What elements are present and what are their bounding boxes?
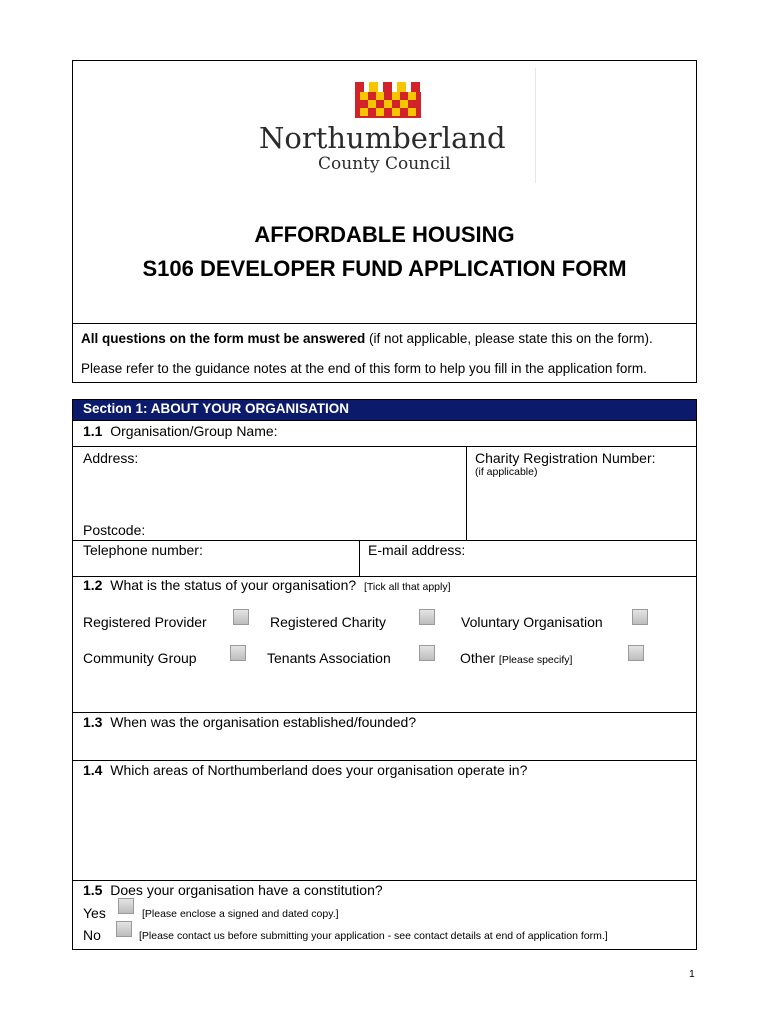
q1-5-number: 1.5 — [83, 882, 103, 898]
q1-5-label: Does your organisation have a constitution? — [110, 882, 383, 898]
community-group-checkbox[interactable] — [230, 645, 246, 661]
intro-rest: (if not applicable, please state this on the form). — [365, 331, 653, 346]
section1-box — [72, 399, 697, 950]
q1-1 — [83, 423, 278, 439]
option-registered-charity-label: Registered Charity — [270, 614, 386, 630]
q1-4-number: 1.4 — [83, 762, 103, 778]
constitution-no-checkbox[interactable] — [116, 921, 132, 937]
divider — [72, 446, 697, 447]
option-other-note: [Please specify] — [498, 654, 573, 666]
divider — [72, 420, 697, 421]
option-registered-provider-label: Registered Provider — [83, 614, 207, 630]
page-number: 1 — [689, 968, 695, 980]
divider — [72, 540, 697, 541]
logo-divider — [535, 68, 536, 183]
q1-5-no-label: No — [83, 927, 101, 943]
registered-charity-checkbox[interactable] — [419, 609, 435, 625]
q1-5-yes-note: [Please enclose a signed and dated copy.] — [142, 908, 339, 920]
q1-4-label: Which areas of Northumberland does your organisation operate in? — [110, 762, 528, 778]
q1-1-number: 1.1 — [83, 423, 103, 439]
divider — [72, 760, 697, 761]
q1-5-no-note: [Please contact us before submitting your application - see contact details at end of application form.] — [139, 930, 608, 942]
postcode-label: Postcode: — [83, 522, 146, 538]
q1-2-note: [Tick all that apply] — [363, 581, 451, 593]
registered-provider-checkbox[interactable] — [233, 609, 249, 625]
option-other-label: Other — [460, 650, 496, 666]
charity-reg-label: Charity Registration Number: — [475, 450, 656, 466]
q1-1-label: Organisation/Group Name: — [110, 423, 278, 439]
divider — [72, 712, 697, 713]
telephone-label: Telephone number: — [83, 542, 203, 558]
q1-5-yes-label: Yes — [83, 905, 106, 921]
option-other — [460, 650, 572, 666]
option-voluntary-org-label: Voluntary Organisation — [461, 614, 603, 630]
logo-subtitle: County Council — [318, 154, 451, 174]
intro-line1 — [81, 331, 653, 346]
q1-2 — [83, 577, 451, 593]
q1-3-number: 1.3 — [83, 714, 103, 730]
divider — [466, 446, 467, 541]
address-label: Address: — [83, 450, 139, 466]
northumberland-castle-logo-icon — [355, 80, 421, 120]
other-checkbox[interactable] — [628, 645, 644, 661]
intro-bold: All questions on the form must be answered — [81, 331, 366, 346]
form-title-line1: AFFORDABLE HOUSING — [254, 222, 515, 247]
q1-2-label: What is the status of your organisation? — [110, 577, 357, 593]
tenants-assoc-checkbox[interactable] — [419, 645, 435, 661]
q1-3-label: When was the organisation established/founded? — [110, 714, 417, 730]
q1-5 — [83, 882, 383, 898]
option-community-group-label: Community Group — [83, 650, 197, 666]
divider — [72, 880, 697, 881]
logo-name: Northumberland — [259, 121, 506, 155]
form-title-line2: S106 DEVELOPER FUND APPLICATION FORM — [142, 256, 627, 281]
constitution-yes-checkbox[interactable] — [118, 898, 134, 914]
intro-guidance: Please refer to the guidance notes at the end of this form to help you fill in the application form. — [81, 361, 647, 376]
option-tenants-assoc-label: Tenants Association — [267, 650, 391, 666]
email-label: E-mail address: — [368, 542, 466, 558]
q1-3 — [83, 714, 416, 730]
voluntary-org-checkbox[interactable] — [632, 609, 648, 625]
q1-2-number: 1.2 — [83, 577, 103, 593]
charity-reg-note: (if applicable) — [475, 466, 538, 478]
q1-4 — [83, 762, 527, 778]
divider — [359, 540, 360, 576]
section1-header-text: Section 1: ABOUT YOUR ORGANISATION — [83, 401, 350, 416]
